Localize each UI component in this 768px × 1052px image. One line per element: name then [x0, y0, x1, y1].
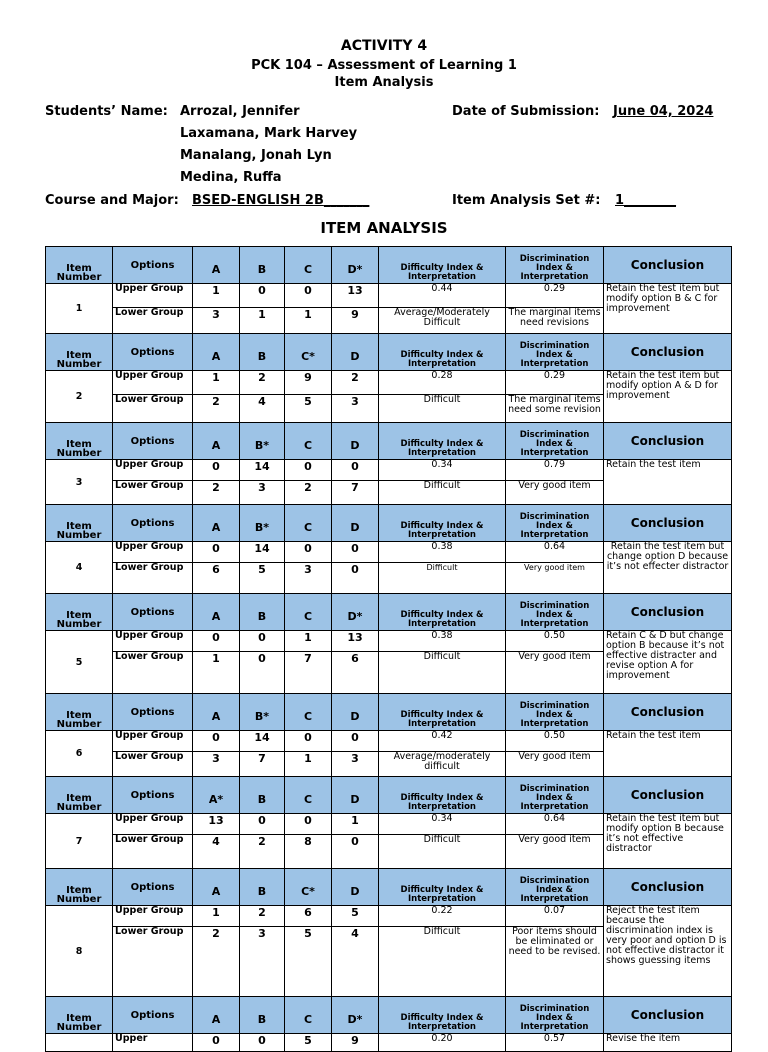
- group-label: Upper Group: [113, 371, 193, 395]
- item-number-header: Item Number: [46, 694, 113, 731]
- upper-row: [46, 460, 732, 481]
- difficulty-value: 0.28: [379, 371, 506, 395]
- group-label: Upper Group: [113, 814, 193, 835]
- item-number: 6: [46, 731, 113, 777]
- option-count: 0: [240, 652, 285, 694]
- option-count: 1: [193, 652, 240, 694]
- item-number-header: Item Number: [46, 777, 113, 814]
- option-count: 0: [285, 460, 332, 481]
- option-count: 1: [285, 631, 332, 652]
- course-label: Course and Major:: [45, 193, 179, 208]
- table-body: [46, 247, 732, 1052]
- option-key-header: C: [285, 505, 332, 542]
- option-key-header: B: [240, 247, 285, 284]
- option-key-header: A: [193, 423, 240, 460]
- option-count: 1: [193, 906, 240, 927]
- conclusion-header: Conclusion: [604, 423, 732, 460]
- option-key-header: D*: [332, 247, 379, 284]
- course-subtitle: PCK 104 – Assessment of Learning 1: [251, 58, 517, 73]
- course-value-text: BSED-ENGLISH 2B: [192, 193, 324, 208]
- option-key-header: D: [332, 505, 379, 542]
- discrimination-value: 0.50: [506, 731, 604, 752]
- option-count: 4: [240, 395, 285, 423]
- discrimination-header: Discrimination Index & Interpretation: [506, 423, 604, 460]
- option-key-header: C: [285, 247, 332, 284]
- difficulty-value: 0.22: [379, 906, 506, 927]
- difficulty-header: Difficulty Index & Interpretation: [379, 423, 506, 460]
- difficulty-header: Difficulty Index & Interpretation: [379, 997, 506, 1034]
- options-header: Options: [113, 505, 193, 542]
- upper-row: [46, 1034, 732, 1052]
- discrimination-interpretation: Very good item: [506, 752, 604, 777]
- student-name: Manalang, Jonah Lyn: [180, 148, 332, 163]
- header-row: [46, 247, 732, 284]
- item-number: 8: [46, 906, 113, 997]
- conclusion-text: Retain the test item but change option D because it’s not effecter distractor: [604, 542, 732, 594]
- option-count: 2: [285, 481, 332, 505]
- option-count: 0: [193, 731, 240, 752]
- option-count: 0: [332, 542, 379, 563]
- conclusion-text: Reject the test item because the discrimination index is very poor and option D is not effective distractor it shows guessing items: [604, 906, 732, 997]
- difficulty-interpretation: Difficult: [379, 652, 506, 694]
- document-subtitle: Item Analysis: [334, 75, 434, 90]
- group-label: Upper Group: [113, 284, 193, 308]
- conclusion-header: Conclusion: [604, 694, 732, 731]
- option-count: 3: [193, 752, 240, 777]
- header-row: [46, 594, 732, 631]
- options-header: Options: [113, 777, 193, 814]
- option-count: 2: [332, 371, 379, 395]
- option-count: 14: [240, 731, 285, 752]
- group-label: Upper: [113, 1034, 193, 1052]
- difficulty-interpretation: Difficult: [379, 395, 506, 423]
- difficulty-header: Difficulty Index & Interpretation: [379, 334, 506, 371]
- option-count: 0: [240, 814, 285, 835]
- conclusion-header: Conclusion: [604, 869, 732, 906]
- option-key-header: A: [193, 694, 240, 731]
- option-count: 5: [332, 906, 379, 927]
- options-header: Options: [113, 869, 193, 906]
- option-key-header: B: [240, 777, 285, 814]
- option-key-header: C: [285, 594, 332, 631]
- header-row: [46, 777, 732, 814]
- difficulty-value: 0.34: [379, 460, 506, 481]
- group-label: Upper Group: [113, 542, 193, 563]
- item-number-header: Item Number: [46, 997, 113, 1034]
- group-label: Lower Group: [113, 752, 193, 777]
- item-analysis-table: [45, 246, 732, 1052]
- set-value-text: 1: [615, 193, 625, 208]
- discrimination-header: Discrimination Index & Interpretation: [506, 997, 604, 1034]
- course-blank: _______: [323, 193, 370, 208]
- option-count: 3: [240, 927, 285, 997]
- option-count: 13: [193, 814, 240, 835]
- student-name: Arrozal, Jennifer: [180, 104, 300, 119]
- option-count: 3: [332, 395, 379, 423]
- option-count: 0: [193, 1034, 240, 1052]
- option-key-header: C: [285, 997, 332, 1034]
- option-count: 0: [332, 731, 379, 752]
- option-key-header: A: [193, 997, 240, 1034]
- options-header: Options: [113, 694, 193, 731]
- option-count: 5: [285, 927, 332, 997]
- option-count: 1: [285, 308, 332, 334]
- student-name: Laxamana, Mark Harvey: [180, 126, 358, 141]
- difficulty-value: 0.38: [379, 631, 506, 652]
- item-number-header: Item Number: [46, 505, 113, 542]
- option-count: 0: [285, 284, 332, 308]
- option-key-header: C: [285, 423, 332, 460]
- discrimination-header: Discrimination Index & Interpretation: [506, 869, 604, 906]
- set-label: Item Analysis Set #:: [452, 193, 601, 208]
- option-count: 9: [332, 308, 379, 334]
- discrimination-header: Discrimination Index & Interpretation: [506, 505, 604, 542]
- group-label: Lower Group: [113, 563, 193, 594]
- group-label: Lower Group: [113, 481, 193, 505]
- group-label: Upper Group: [113, 631, 193, 652]
- option-key-header: C: [285, 777, 332, 814]
- conclusion-header: Conclusion: [604, 247, 732, 284]
- upper-row: [46, 814, 732, 835]
- option-count: 2: [193, 395, 240, 423]
- conclusion-header: Conclusion: [604, 997, 732, 1034]
- option-count: 0: [285, 542, 332, 563]
- section-title: ITEM ANALYSIS: [320, 219, 448, 237]
- option-count: 3: [193, 308, 240, 334]
- item-number-header: Item Number: [46, 247, 113, 284]
- header-row: [46, 997, 732, 1034]
- option-count: 0: [193, 460, 240, 481]
- upper-row: [46, 906, 732, 927]
- item-number-header: Item Number: [46, 594, 113, 631]
- conclusion-header: Conclusion: [604, 505, 732, 542]
- option-key-header: A: [193, 247, 240, 284]
- discrimination-interpretation: The marginal items need some revision: [506, 395, 604, 423]
- option-count: 0: [240, 284, 285, 308]
- item-number-header: Item Number: [46, 423, 113, 460]
- option-count: 4: [193, 835, 240, 869]
- option-key-header: B*: [240, 505, 285, 542]
- option-count: 9: [332, 1034, 379, 1052]
- conclusion-text: Retain the test item but modify option A & D for improvement: [604, 371, 732, 423]
- conclusion-header: Conclusion: [604, 594, 732, 631]
- option-count: 3: [285, 563, 332, 594]
- option-key-header: B: [240, 869, 285, 906]
- option-count: 14: [240, 460, 285, 481]
- conclusion-text: Retain the test item: [604, 731, 732, 777]
- item-number: [46, 1034, 113, 1052]
- option-key-header: A: [193, 594, 240, 631]
- option-count: 2: [193, 481, 240, 505]
- upper-row: [46, 284, 732, 308]
- conclusion-text: Retain C & D but change option B because it’s not effective distracter and revise option A for improvement: [604, 631, 732, 694]
- item-number-header: Item Number: [46, 334, 113, 371]
- option-key-header: B*: [240, 423, 285, 460]
- option-key-header: D: [332, 777, 379, 814]
- header-row: [46, 334, 732, 371]
- option-count: 1: [285, 752, 332, 777]
- course-value: [192, 193, 369, 208]
- options-header: Options: [113, 247, 193, 284]
- date-label: Date of Submission:: [452, 104, 600, 119]
- discrimination-value: 0.50: [506, 631, 604, 652]
- discrimination-interpretation: Very good item: [506, 652, 604, 694]
- option-count: 3: [332, 752, 379, 777]
- option-count: 7: [240, 752, 285, 777]
- option-count: 0: [240, 1034, 285, 1052]
- option-count: 0: [193, 631, 240, 652]
- header-row: [46, 423, 732, 460]
- option-key-header: A*: [193, 777, 240, 814]
- option-count: 4: [332, 927, 379, 997]
- option-count: 0: [193, 542, 240, 563]
- conclusion-header: Conclusion: [604, 777, 732, 814]
- option-count: 0: [332, 460, 379, 481]
- group-label: Lower Group: [113, 395, 193, 423]
- difficulty-value: 0.44: [379, 284, 506, 308]
- option-key-header: D*: [332, 594, 379, 631]
- option-count: 5: [285, 1034, 332, 1052]
- discrimination-header: Discrimination Index & Interpretation: [506, 594, 604, 631]
- difficulty-value: 0.34: [379, 814, 506, 835]
- options-header: Options: [113, 594, 193, 631]
- discrimination-interpretation: Very good item: [506, 563, 604, 594]
- option-key-header: D: [332, 334, 379, 371]
- option-key-header: B: [240, 594, 285, 631]
- item-number: 3: [46, 460, 113, 505]
- option-count: 0: [285, 814, 332, 835]
- discrimination-value: 0.64: [506, 814, 604, 835]
- discrimination-value: 0.79: [506, 460, 604, 481]
- option-count: 1: [332, 814, 379, 835]
- set-value: [615, 193, 676, 208]
- option-key-header: C*: [285, 869, 332, 906]
- group-label: Lower Group: [113, 835, 193, 869]
- set-blank: ________: [624, 193, 677, 208]
- option-key-header: B: [240, 334, 285, 371]
- conclusion-text: Retain the test item but modify option B because it’s not effective distractor: [604, 814, 732, 869]
- option-key-header: D: [332, 423, 379, 460]
- discrimination-interpretation: Very good item: [506, 835, 604, 869]
- conclusion-text: Revise the item: [604, 1034, 732, 1052]
- discrimination-header: Discrimination Index & Interpretation: [506, 694, 604, 731]
- option-count: 13: [332, 631, 379, 652]
- option-count: 5: [240, 563, 285, 594]
- discrimination-header: Discrimination Index & Interpretation: [506, 334, 604, 371]
- difficulty-interpretation: Average/Moderately Difficult: [379, 308, 506, 334]
- item-number-header: Item Number: [46, 869, 113, 906]
- option-count: 8: [285, 835, 332, 869]
- option-count: 0: [332, 835, 379, 869]
- option-key-header: B: [240, 997, 285, 1034]
- conclusion-header: Conclusion: [604, 334, 732, 371]
- activity-title: ACTIVITY 4: [340, 38, 428, 54]
- option-count: 0: [332, 563, 379, 594]
- option-count: 2: [240, 906, 285, 927]
- difficulty-header: Difficulty Index & Interpretation: [379, 869, 506, 906]
- difficulty-interpretation: Difficult: [379, 835, 506, 869]
- discrimination-value: 0.64: [506, 542, 604, 563]
- discrimination-value: 0.29: [506, 371, 604, 395]
- discrimination-interpretation: Poor items should be eliminated or need to be revised.: [506, 927, 604, 997]
- difficulty-value: 0.20: [379, 1034, 506, 1052]
- item-number: 4: [46, 542, 113, 594]
- option-key-header: A: [193, 334, 240, 371]
- date-value: June 04, 2024: [613, 104, 714, 119]
- option-count: 6: [332, 652, 379, 694]
- discrimination-interpretation: Very good item: [506, 481, 604, 505]
- options-header: Options: [113, 997, 193, 1034]
- option-count: 3: [240, 481, 285, 505]
- student-name: Medina, Ruffa: [180, 170, 282, 185]
- group-label: Lower Group: [113, 652, 193, 694]
- option-count: 2: [193, 927, 240, 997]
- option-count: 9: [285, 371, 332, 395]
- item-number: 5: [46, 631, 113, 694]
- option-count: 1: [193, 371, 240, 395]
- option-key-header: B*: [240, 694, 285, 731]
- upper-row: [46, 731, 732, 752]
- discrimination-value: 0.07: [506, 906, 604, 927]
- group-label: Upper Group: [113, 460, 193, 481]
- upper-row: [46, 542, 732, 563]
- difficulty-value: 0.38: [379, 542, 506, 563]
- discrimination-header: Discrimination Index & Interpretation: [506, 777, 604, 814]
- option-count: 6: [285, 906, 332, 927]
- conclusion-text: Retain the test item: [604, 460, 732, 505]
- difficulty-header: Difficulty Index & Interpretation: [379, 694, 506, 731]
- difficulty-interpretation: Difficult: [379, 927, 506, 997]
- difficulty-interpretation: Difficult: [379, 481, 506, 505]
- option-count: 5: [285, 395, 332, 423]
- group-label: Lower Group: [113, 308, 193, 334]
- group-label: Upper Group: [113, 906, 193, 927]
- group-label: Upper Group: [113, 731, 193, 752]
- difficulty-value: 0.42: [379, 731, 506, 752]
- option-count: 0: [240, 631, 285, 652]
- option-key-header: C*: [285, 334, 332, 371]
- option-key-header: D: [332, 869, 379, 906]
- option-key-header: C: [285, 694, 332, 731]
- option-count: 0: [285, 731, 332, 752]
- upper-row: [46, 371, 732, 395]
- group-label: Lower Group: [113, 927, 193, 997]
- difficulty-header: Difficulty Index & Interpretation: [379, 777, 506, 814]
- option-key-header: D: [332, 694, 379, 731]
- difficulty-header: Difficulty Index & Interpretation: [379, 505, 506, 542]
- option-count: 1: [240, 308, 285, 334]
- header-row: [46, 694, 732, 731]
- discrimination-value: 0.29: [506, 284, 604, 308]
- option-count: 7: [332, 481, 379, 505]
- option-count: 6: [193, 563, 240, 594]
- discrimination-value: 0.57: [506, 1034, 604, 1052]
- discrimination-header: Discrimination Index & Interpretation: [506, 247, 604, 284]
- upper-row: [46, 631, 732, 652]
- option-count: 2: [240, 835, 285, 869]
- option-count: 7: [285, 652, 332, 694]
- options-header: Options: [113, 423, 193, 460]
- difficulty-interpretation: Difficult: [379, 563, 506, 594]
- header-row: [46, 505, 732, 542]
- difficulty-interpretation: Average/moderately difficult: [379, 752, 506, 777]
- option-count: 13: [332, 284, 379, 308]
- difficulty-header: Difficulty Index & Interpretation: [379, 594, 506, 631]
- options-header: Options: [113, 334, 193, 371]
- discrimination-interpretation: The marginal items need revisions: [506, 308, 604, 334]
- header-row: [46, 869, 732, 906]
- option-key-header: D*: [332, 997, 379, 1034]
- item-number: 2: [46, 371, 113, 423]
- option-count: 2: [240, 371, 285, 395]
- difficulty-header: Difficulty Index & Interpretation: [379, 247, 506, 284]
- option-count: 14: [240, 542, 285, 563]
- item-number: 1: [46, 284, 113, 334]
- students-label: Students’ Name:: [45, 104, 168, 119]
- option-key-header: A: [193, 869, 240, 906]
- item-number: 7: [46, 814, 113, 869]
- option-key-header: A: [193, 505, 240, 542]
- option-count: 1: [193, 284, 240, 308]
- conclusion-text: Retain the test item but modify option B & C for improvement: [604, 284, 732, 334]
